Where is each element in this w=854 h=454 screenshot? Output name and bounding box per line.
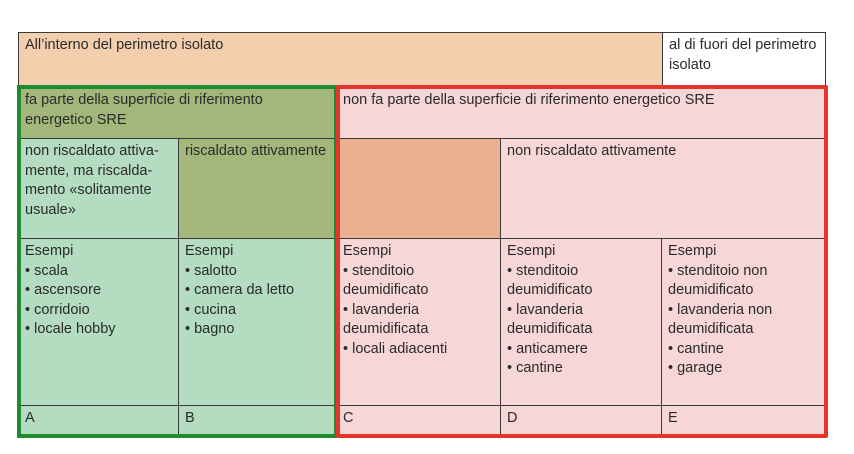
- category-a-example-item: • ascensore: [25, 282, 102, 298]
- category-a-letter: [18, 405, 179, 436]
- category-de-heating-label: non riscaldato attivamente: [507, 143, 677, 159]
- inside-perimeter-header: [18, 32, 663, 88]
- category-d-letter: [500, 405, 662, 436]
- category-d-example-item: deumidificato: [507, 282, 593, 298]
- category-b-example-item: • salotto: [185, 262, 237, 279]
- category-b-examples-title: Esempi: [185, 243, 234, 259]
- category-a-examples: [18, 238, 179, 406]
- category-e-example-item: deumidificata: [668, 321, 754, 337]
- category-c-example-item: • stenditoio: [343, 262, 415, 279]
- category-b-heating-label: riscaldato attivamente: [185, 143, 327, 159]
- category-e-letter-label: E: [668, 410, 678, 426]
- category-b-example-item: • camera da letto: [185, 282, 295, 298]
- category-d-examples: [500, 238, 662, 406]
- category-c-letter-label: C: [343, 410, 354, 426]
- part-of-sre-label-line-2: energetico SRE: [25, 111, 127, 128]
- category-c-letter: [336, 405, 501, 436]
- category-d-example-item: deumidificata: [507, 321, 593, 337]
- category-d-example-item: • cantine: [507, 360, 563, 376]
- category-d-example-item: • anticamere: [507, 340, 588, 357]
- category-d-example-item: • stenditoio: [507, 262, 579, 279]
- not-part-of-sre-label: non fa parte della superficie di riferimento energetico SRE: [343, 92, 715, 108]
- category-e-example-item: • stenditoio non: [668, 262, 768, 279]
- category-b-heating: [178, 138, 337, 239]
- category-b-letter-label: B: [185, 410, 195, 426]
- outside-perimeter-header: [662, 32, 826, 88]
- category-e-example-item: • garage: [668, 360, 723, 376]
- category-a-heating-line-2: mente, ma riscalda-: [25, 162, 153, 179]
- category-e-examples: [661, 238, 826, 406]
- category-d-example-item: • lavanderia: [507, 301, 584, 318]
- part-of-sre-header: [18, 87, 337, 139]
- category-c-examples-title: Esempi: [343, 243, 392, 259]
- category-e-example-item: deumidificato: [668, 282, 754, 298]
- category-a-example-item: • corridoio: [25, 301, 90, 318]
- category-d-letter-label: D: [507, 410, 518, 426]
- category-a-heating-line-3: mento «solitamente: [25, 182, 152, 198]
- category-b-example-item: • cucina: [185, 301, 237, 318]
- category-a-heating: [18, 138, 179, 239]
- category-a-heating-line-1: non riscaldato attiva-: [25, 143, 159, 159]
- not-part-of-sre-header: [336, 87, 826, 139]
- category-c-examples: [336, 238, 501, 406]
- category-a-example-item: • locale hobby: [25, 321, 116, 337]
- category-c-example-item: deumidificata: [343, 321, 429, 337]
- category-a-heating-line-4: usuale»: [25, 201, 76, 218]
- category-c-example-item: • lavanderia: [343, 301, 420, 318]
- outside-perimeter-label-line-1: al di fuori del perimetro: [669, 37, 817, 53]
- category-b-example-item: • bagno: [185, 321, 235, 337]
- inside-perimeter-label: All’interno del perimetro isolato: [25, 37, 224, 53]
- category-a-example-item: • scala: [25, 262, 68, 279]
- category-a-letter-label: A: [25, 410, 35, 426]
- category-e-example-item: • lavanderia non: [668, 301, 773, 318]
- category-d-examples-title: Esempi: [507, 243, 556, 259]
- category-e-letter: [661, 405, 826, 436]
- category-c-example-item: deumidificato: [343, 282, 429, 298]
- category-b-examples: [178, 238, 337, 406]
- outside-perimeter-label-line-2: isolato: [669, 56, 711, 73]
- category-de-heating: [500, 138, 826, 239]
- category-b-letter: [178, 405, 337, 436]
- part-of-sre-label-line-1: fa parte della superficie di riferimento: [25, 92, 263, 108]
- category-c-heating: [336, 138, 501, 239]
- category-e-examples-title: Esempi: [668, 243, 717, 259]
- category-c-example-item: • locali adiacenti: [343, 340, 448, 357]
- category-a-examples-title: Esempi: [25, 243, 74, 259]
- category-e-example-item: • cantine: [668, 340, 724, 357]
